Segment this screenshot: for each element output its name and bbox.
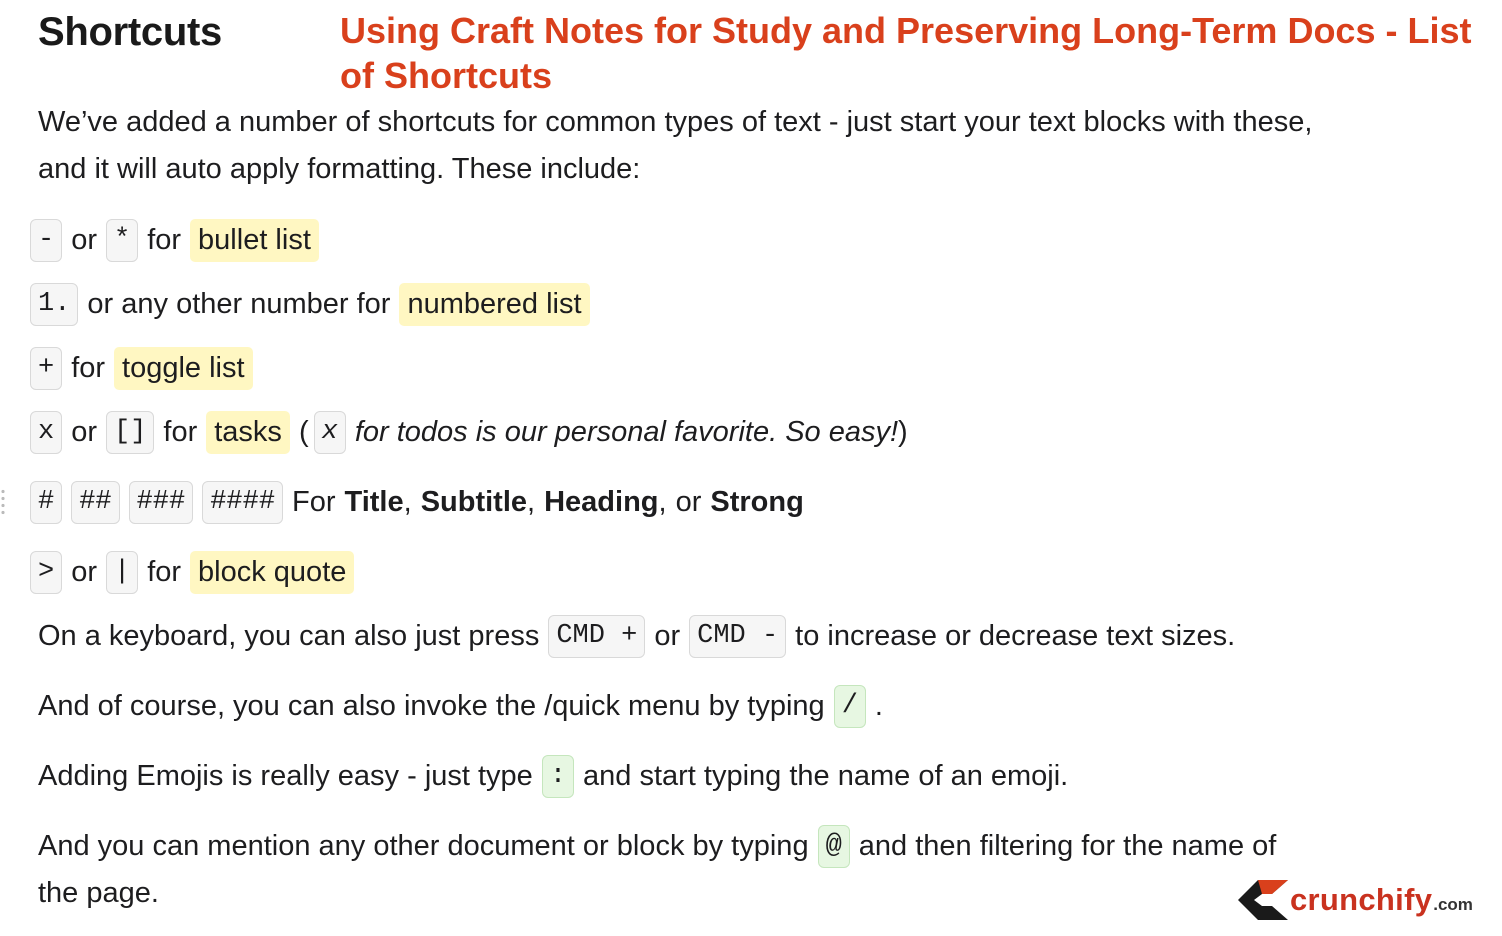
label-subtitle: Subtitle <box>420 485 528 518</box>
crunchify-logo <box>1236 876 1473 924</box>
shortcut-row-headings <box>30 478 804 526</box>
code-hash-1: # <box>30 481 62 524</box>
keyboard-text-after: to increase or decrease text sizes. <box>795 619 1236 652</box>
label-tasks: tasks <box>206 411 290 454</box>
code-slash: / <box>834 685 866 728</box>
keyboard-paragraph <box>38 612 1235 660</box>
text-or: or <box>654 619 681 652</box>
intro-paragraph: We’ve added a number of shortcuts for common types of text - just start your text blocks with these, and it will auto apply formatting. These include: <box>38 106 1313 185</box>
code-brackets: [] <box>106 411 154 454</box>
quickmenu-paragraph <box>38 682 883 730</box>
code-at: @ <box>818 825 850 868</box>
code-hash-2: ## <box>71 481 119 524</box>
shortcut-row-bullet <box>30 216 319 264</box>
code-x: x <box>30 411 62 454</box>
drag-handle-icon[interactable] <box>0 488 6 516</box>
emoji-paragraph <box>38 752 1068 800</box>
logo-suffix: .com <box>1433 895 1473 914</box>
shortcut-row-tasks <box>30 408 908 456</box>
mention-text-before: And you can mention any other document or block by typing <box>38 829 809 862</box>
label-title: Title <box>344 485 404 518</box>
label-numbered-list: numbered list <box>399 283 589 326</box>
code-pipe: | <box>106 551 138 594</box>
label-heading: Heading <box>544 485 659 518</box>
mention-text-after: and then filtering for the name of <box>858 829 1277 862</box>
emoji-text-before: Adding Emojis is really easy - just type <box>38 759 533 792</box>
close-paren: ) <box>898 415 908 448</box>
code-greater-than: > <box>30 551 62 594</box>
shortcut-row-numbered <box>30 280 590 328</box>
label-block-quote: block quote <box>190 551 354 594</box>
overlay-title: Using Craft Notes for Study and Preserving Long-Term Docs - List of Shortcuts <box>340 10 1472 96</box>
shortcut-row-quote <box>30 548 354 596</box>
emoji-text-after: and start typing the name of an emoji. <box>583 759 1069 792</box>
code-plus: + <box>30 347 62 390</box>
code-cmd-plus: CMD + <box>548 615 645 658</box>
text-or: or <box>71 415 97 448</box>
text-or: or <box>675 485 702 518</box>
keyboard-text-before: On a keyboard, you can also just press <box>38 619 540 652</box>
label-bullet-list: bullet list <box>190 219 319 262</box>
tasks-note: for todos is our personal favorite. So easy! <box>354 415 899 448</box>
shortcut-row-toggle <box>30 344 253 392</box>
open-paren: ( <box>298 415 309 448</box>
text-for-headings: For <box>292 485 336 518</box>
code-x-italic: x <box>314 411 346 454</box>
quickmenu-text-before: And of course, you can also invoke the /quick menu by typing <box>38 689 825 722</box>
mention-line-2: the page. <box>38 876 159 909</box>
label-toggle-list: toggle list <box>114 347 253 390</box>
page-title: Shortcuts <box>38 10 222 54</box>
code-hash-4: #### <box>202 481 283 524</box>
code-cmd-minus: CMD - <box>689 615 786 658</box>
text-for: for <box>147 555 182 588</box>
text-for: for <box>71 351 106 384</box>
text-or: or <box>71 555 97 588</box>
comma: , <box>527 485 536 518</box>
code-one-dot: 1. <box>30 283 78 326</box>
text-for: for <box>163 415 198 448</box>
label-strong: Strong <box>710 485 804 518</box>
code-asterisk: * <box>106 219 138 262</box>
code-hash-3: ### <box>129 481 194 524</box>
text-numbered-desc: or any other number for <box>87 287 391 320</box>
code-colon: : <box>542 755 574 798</box>
comma: , <box>403 485 412 518</box>
code-dash: - <box>30 219 62 262</box>
quickmenu-text-after: . <box>874 689 883 722</box>
logo-wordmark: crunchify <box>1290 882 1433 917</box>
text-or: or <box>71 223 97 256</box>
crunchify-logo-icon <box>1236 876 1290 924</box>
text-for: for <box>147 223 182 256</box>
mention-paragraph <box>38 822 1276 870</box>
comma: , <box>658 485 667 518</box>
